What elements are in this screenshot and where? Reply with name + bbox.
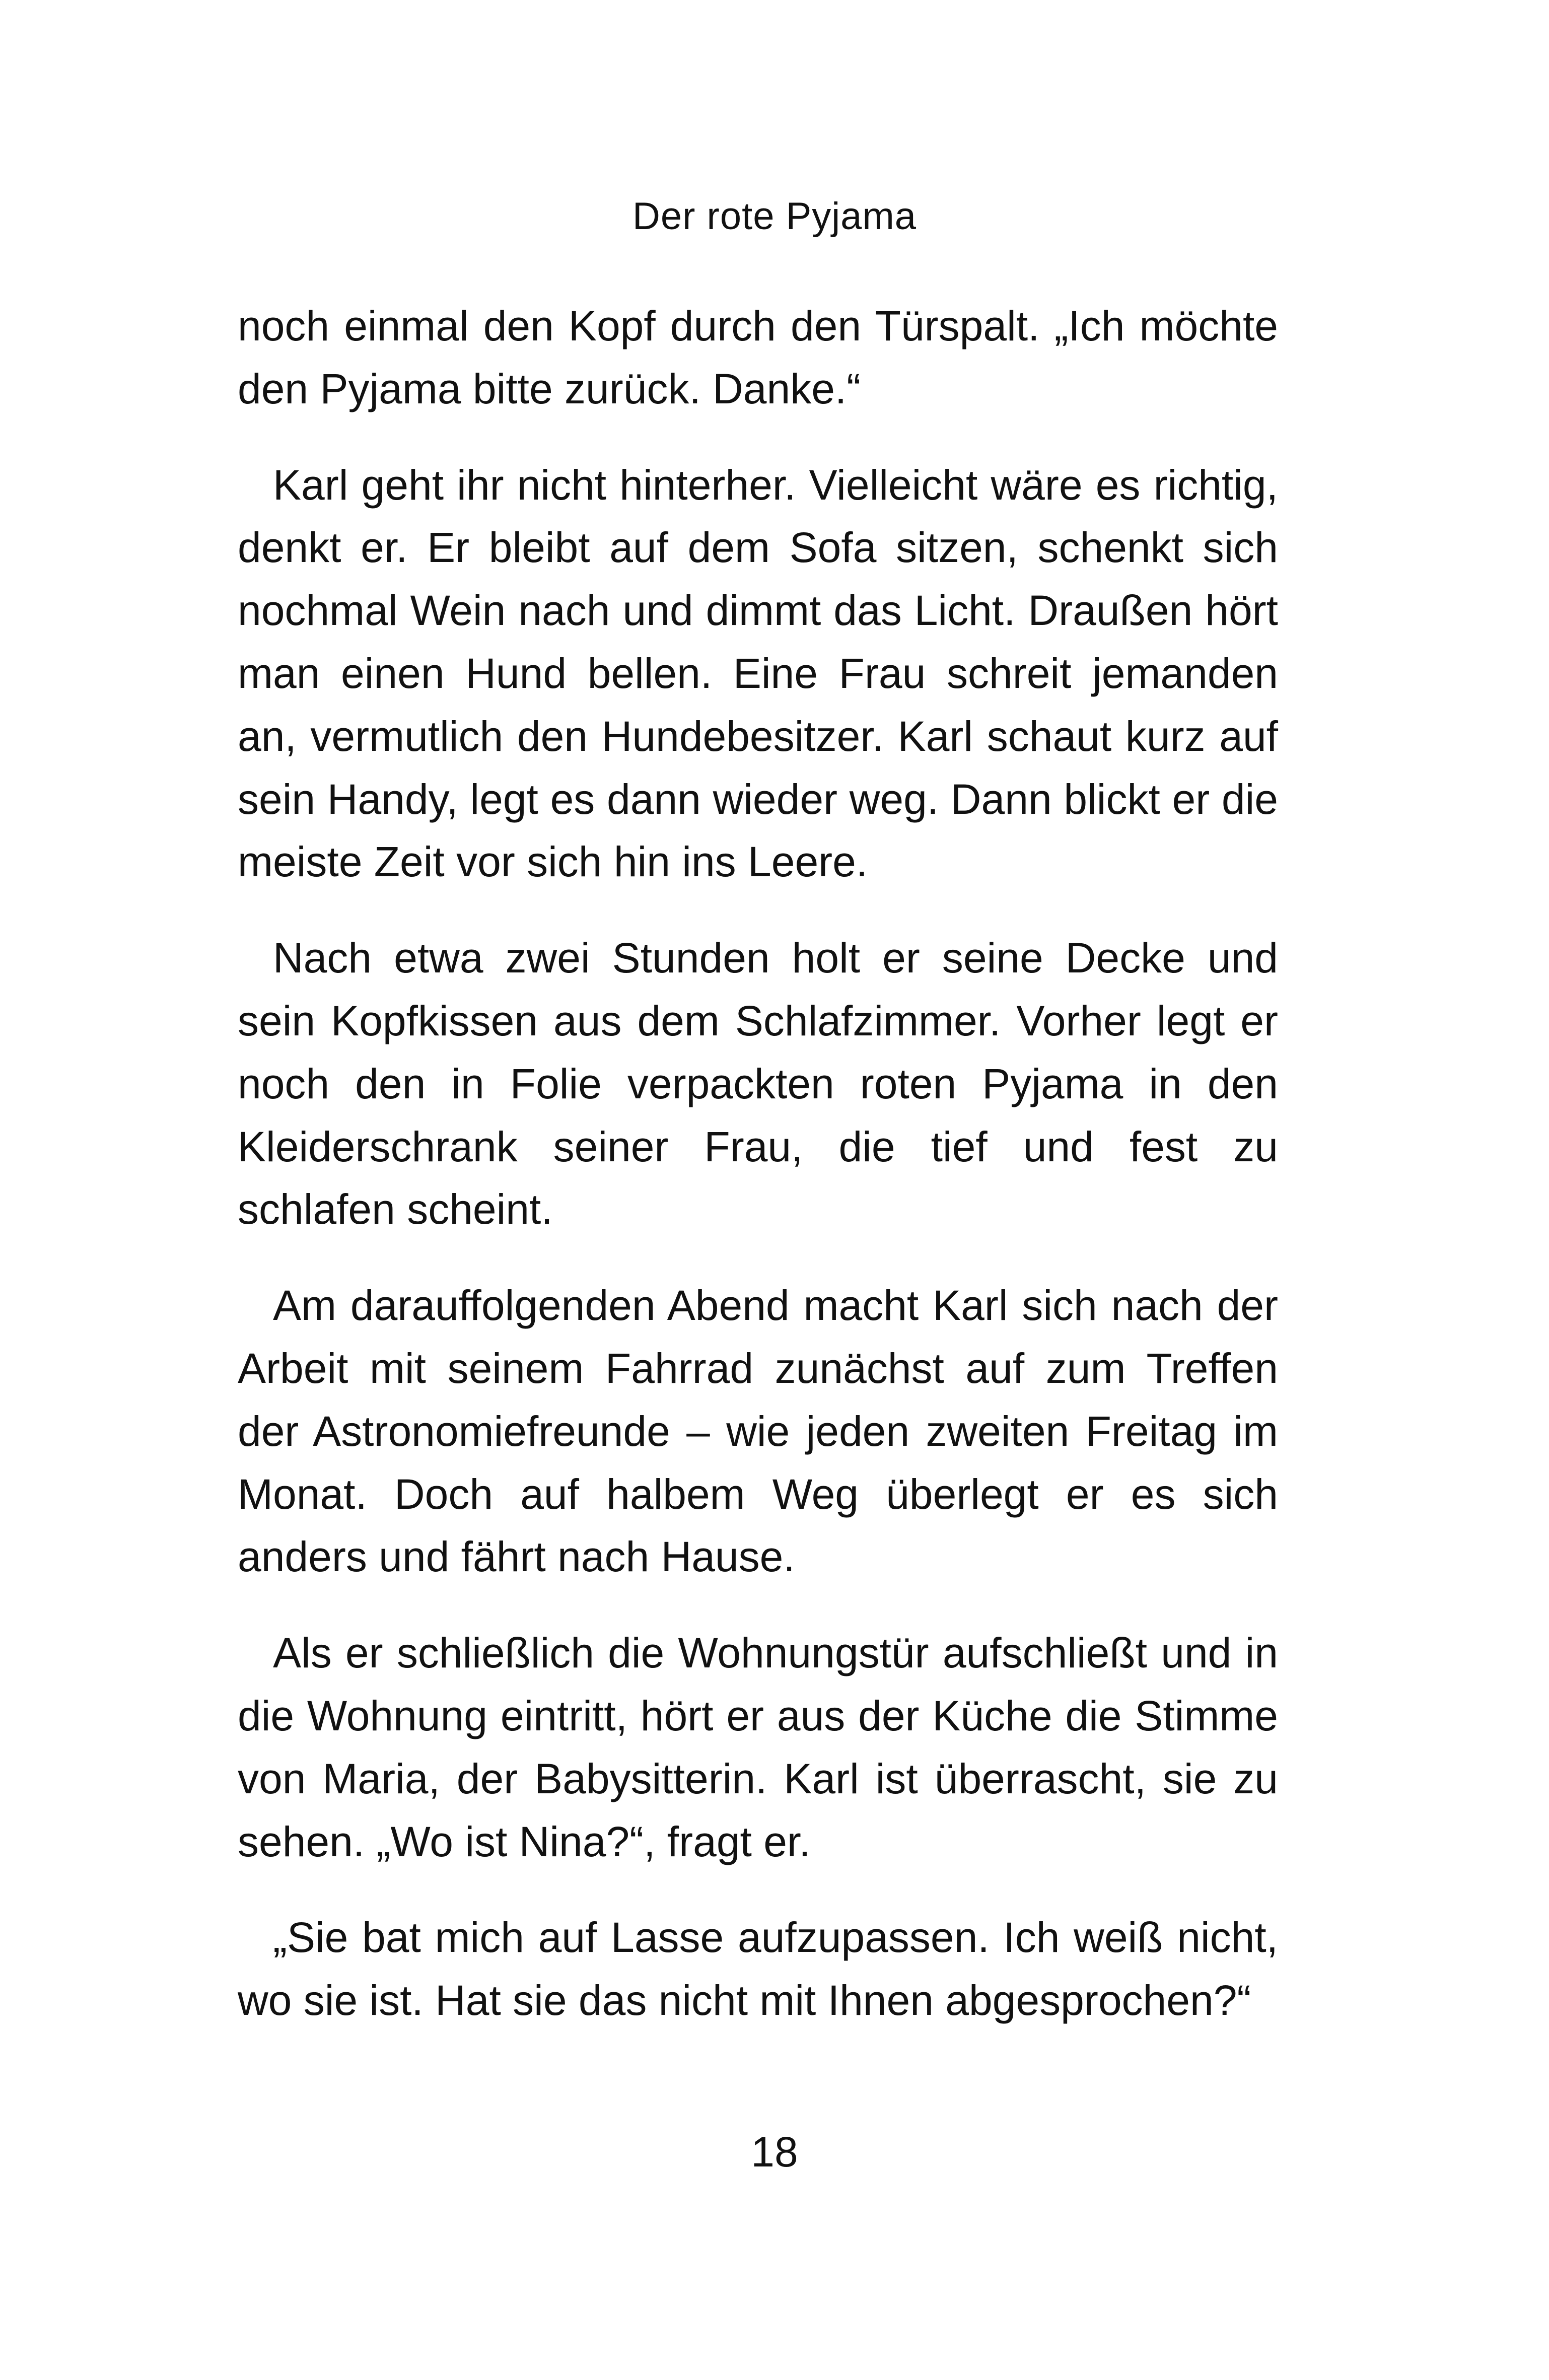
- body-text: [238, 295, 1278, 2032]
- running-header: Der rote Pyjama: [632, 195, 917, 238]
- page-number: 18: [751, 2128, 798, 2176]
- paragraph-continuation: noch einmal den Kopf durch den Türspalt. „Ich möchte den Pyjama bitte zurück. Danke.“: [238, 302, 1278, 412]
- paragraph: Karl geht ihr nicht hinterher. Vielleicht wäre es richtig, denkt er. Er bleibt auf dem Sofa sitzen, schenkt sich nochmal Wein nach und dimmt das Licht. Draußen hört man einen Hund bellen. Eine Frau schreit jemanden an, vermutlich den Hundebesitzer. Karl schaut kurz auf sein Handy, legt es dann wieder weg. Dann blickt er die meiste Zeit vor sich hin ins Leere.: [238, 461, 1278, 886]
- paragraph: Am darauffolgenden Abend macht Karl sich nach der Arbeit mit seinem Fahrrad zunächst auf zum Treffen der Astronomiefreunde – wie jeden zweiten Freitag im Monat. Doch auf halbem Weg überlegt er es sich anders und fährt nach Hause.: [238, 1282, 1278, 1581]
- paragraph: „Sie bat mich auf Lasse aufzupassen. Ich weiß nicht, wo sie ist. Hat sie das nicht mit Ihnen abgesprochen?“: [238, 1914, 1278, 2024]
- paragraph: Nach etwa zwei Stunden holt er seine Decke und sein Kopfkissen aus dem Schlafzimmer. Vorher legt er noch den in Folie verpackten roten Pyjama in den Kleiderschrank seiner Frau, die tief und fest zu schlafen scheint.: [238, 934, 1278, 1233]
- paragraph: Als er schließlich die Wohnungstür aufschließt und in die Wohnung eintritt, hört er aus der Küche die Stimme von Maria, der Babysitterin. Karl ist überrascht, sie zu sehen. „Wo ist Nina?“, fragt er.: [238, 1629, 1278, 1865]
